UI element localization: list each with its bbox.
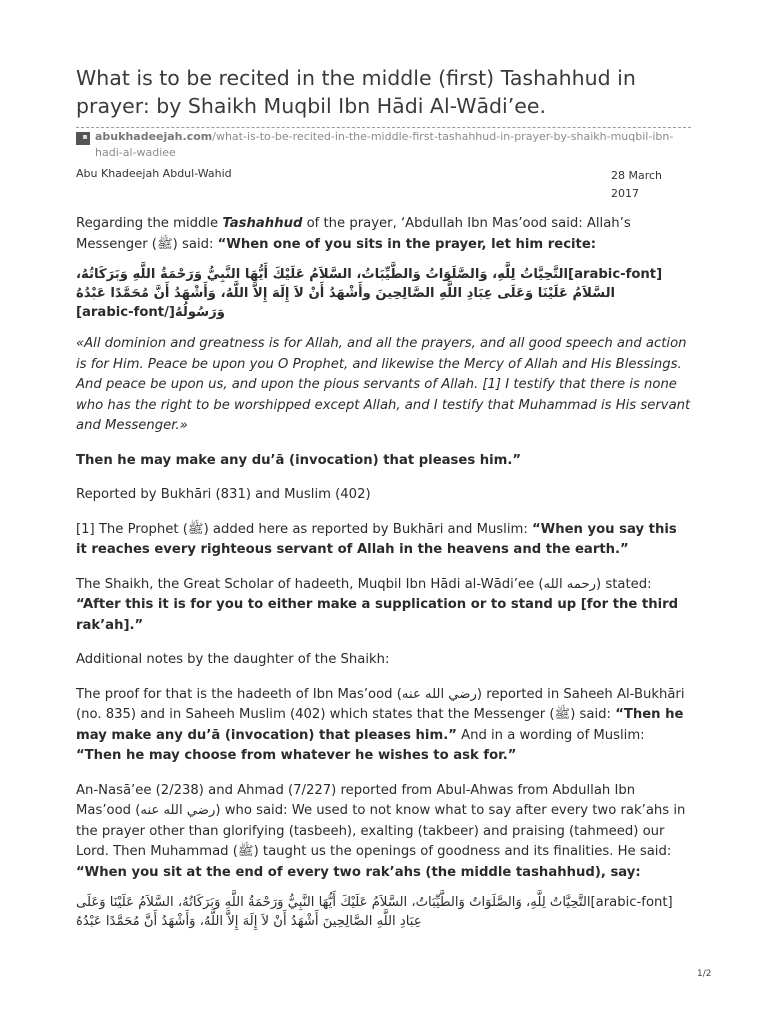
arabic-text-tashahhud-2: [arabic-font]التَّحِيَّاتُ لِلَّهِ، وَالصَّلَوَاتُ وَالطَّيِّبَاتُ، السَّلاَمُ عَلَيْكَ أَيُّهَا النَّبِيُّ وَرَحْمَةُ اللَّهِ وَبَرَكَاتُهُ، السَّلاَمُ عَلَيْنَا وَعَلَى عِبَادِ اللَّهِ الصَّالِحِينَ أَشْهَدُ أَنْ لاَ إِلَهَ إِلاَّ اللَّهُ، وَأَشْهَدُ أَنَّ مُحَمَّدًا عَبْدُهُ	[76, 895, 673, 929]
salawat-glyph: ﷺ	[156, 236, 173, 252]
paragraph-intro: Regarding the middle Tashahhud of the prayer, ‘Abdullah Ibn Mas’ood said: Allah’s Messenger (ﷺ) said: “When one of you sits in the prayer, let him recite:	[76, 216, 631, 252]
page-number: 1/2	[697, 969, 712, 979]
paragraph-proof: The proof for that is the hadeeth of Ibn Mas’ood (رضي الله عنه) reported in Saheeh Al-Bukhāri (no. 835) and in Saheeh Muslim (402) which states that the Messenger (ﷺ) said: “Then he may make any du’ā (invocation) that pleases him.” And in a wording of Muslim: “Then he may choose from whatever he wishes to ask for.”	[76, 686, 685, 763]
site-favicon-icon	[76, 132, 90, 145]
salawat-glyph: ﷺ	[237, 844, 254, 859]
source-path[interactable]: /what-is-to-be-recited-in-the-middle-first-tashahhud-in-prayer-by-shaikh-muqbil-ibn-hadi-al-wadiee	[95, 130, 674, 159]
page-title: What is to be recited in the middle (first) Tashahhud in prayer: by Shaikh Muqbil Ibn Hādi Al-Wādi’ee.	[76, 66, 636, 118]
paragraph-dua: Then he may make any du’ā (invocation) that pleases him.”	[76, 452, 522, 468]
paragraph-reference: Reported by Bukhāri (831) and Muslim (402)	[76, 487, 371, 502]
paragraph-footnote: [1] The Prophet (ﷺ) added here as reported by Bukhāri and Muslim: “When you say this it reaches every righteous servant of Allah in the heavens and the earth.”	[76, 521, 677, 557]
paragraph-nasaee: An-Nasā’ee (2/238) and Ahmad (7/227) reported from Abul-Ahwas from Abdullah Ibn Mas’ood (رضي الله عنه) who said: We used to not know what to say after every two rak’ahs in the prayer other than glorifying (tasbeeh), exalting (takbeer) and praising (tahmeed) our Lord. Then Muhammad (ﷺ) taught us the openings of goodness and its finalities. He said: “When you sit at the end of every two rak’ahs (the middle tashahhud), say:	[76, 782, 686, 880]
paragraph-notes-heading: Additional notes by the daughter of the Shaikh:	[76, 652, 390, 667]
source-url-link[interactable]	[95, 129, 695, 161]
arabic-text-tashahhud: [arabic-font]التَّحِيَّاتُ لِلَّهِ، وَالصَّلَوَاتُ وَالطَّيِّبَاتُ، السَّلاَمُ عَلَيْكَ أَيُّهَا النَّبِيُّ وَرَحْمَةُ اللَّهِ وَبَرَكَاتُهُ، السَّلاَمُ عَلَيْنَا وَعَلَى عِبَادِ اللَّهِ الصَّالِحِينَ وأَشْهَدُ أَنْ لاَ إِلَهَ إِلاَّ اللَّهُ، وَأَشْهَدُ أَنَّ مُحَمَّدًا عَبْدُهُ وَرَسُولُهُ[/arabic-font]	[76, 267, 663, 320]
article-body	[76, 214, 691, 945]
salawat-glyph: ﷺ	[554, 707, 571, 722]
publish-date: 28 March 2017	[611, 169, 663, 200]
paragraph-translation: «All dominion and greatness is for Allah, and all the prayers, and all good speech and action is for Him. Peace be upon you O Prophet, and likewise the Mercy of Allah and His Blessings. And peace be upon us, and upon the pious servants of Allah. [1] I testify that there is none who has the right to be worshipped except Allah, and I testify that Muhammad is His servant and Messenger.»	[76, 336, 691, 433]
paragraph-shaikh-statement: The Shaikh, the Great Scholar of hadeeth, Muqbil Ibn Hādi al-Wādi’ee (رحمه الله) stated: “After this it is for you to either make a supplication or to stand up [for the third rak’ah].”	[76, 576, 679, 633]
salawat-glyph: ﷺ	[187, 521, 204, 537]
source-bar	[76, 127, 691, 162]
source-domain[interactable]: abukhadeejah.com	[95, 130, 213, 143]
author-name: Abu Khadeejah Abdul-Wahid	[76, 167, 232, 180]
